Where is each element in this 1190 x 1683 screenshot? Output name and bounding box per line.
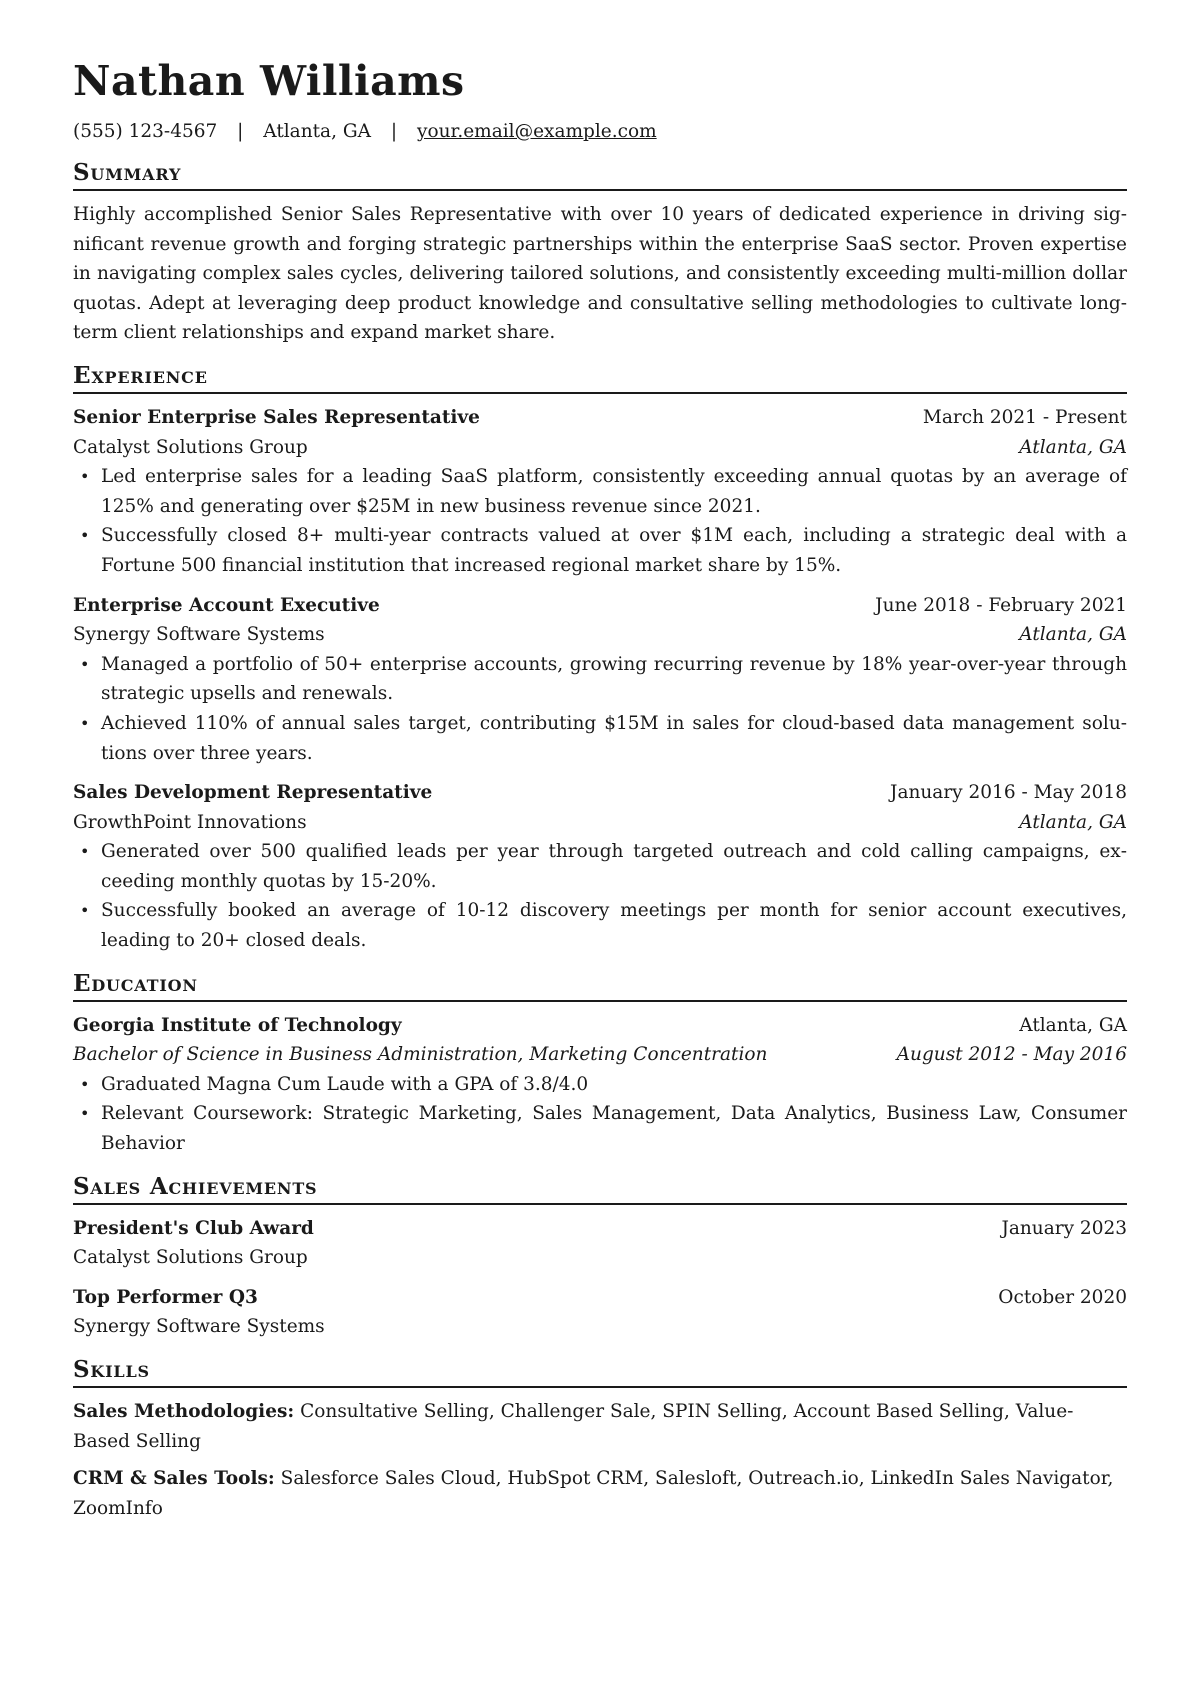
education-entry xyxy=(73,1011,1127,1159)
job-bullets xyxy=(73,650,1127,768)
award-name: President's Club Award xyxy=(73,1217,314,1239)
experience-entry xyxy=(73,403,1127,581)
section-title-achievements: Sales Achievements xyxy=(73,1173,1127,1205)
job-dates: January 2016 - May 2018 xyxy=(890,782,1127,804)
contact-separator: | xyxy=(390,121,398,142)
bullet-item: • Relevant Coursework: Strategic Marketing, Sales Management, Data Analytics, Business Law, Consumer Behavior xyxy=(101,1099,1127,1158)
job-dates: March 2021 - Present xyxy=(922,406,1127,428)
school-location: Atlanta, GA xyxy=(1019,1014,1127,1036)
company-name: Synergy Software Systems xyxy=(73,624,325,646)
bullet-item: • Successfully closed 8+ multi-year contracts valued at over $1M each, including a strategic deal with a Fortune 500 financial institution that increased regional market share by 15%. xyxy=(101,521,1127,580)
experience-section xyxy=(73,362,1127,956)
award-organization: Catalyst Solutions Group xyxy=(73,1247,308,1269)
award-name: Top Performer Q3 xyxy=(73,1286,258,1308)
section-title-skills: Skills xyxy=(73,1356,1127,1388)
job-title: Senior Enterprise Sales Representative xyxy=(73,406,480,428)
achievement-entry xyxy=(73,1283,1127,1342)
degree: Bachelor of Science in Business Administration, Marketing Concentration xyxy=(73,1044,768,1066)
contact-line xyxy=(73,119,1127,145)
skill-label: CRM & Sales Tools: xyxy=(73,1468,275,1490)
skill-label: Sales Methodologies: xyxy=(73,1401,295,1422)
resume-header xyxy=(73,55,1127,145)
job-bullets xyxy=(73,837,1127,955)
company-name: GrowthPoint Innovations xyxy=(73,811,307,833)
bullet-item: • Successfully booked an average of 10-12 discovery meetings per month for senior account executives, leading to 20+ closed deals. xyxy=(101,896,1127,955)
bullet-item: • Achieved 110% of annual sales target, contributing $15M in sales for cloud-based data management solutions over three years. xyxy=(101,709,1127,768)
contact-separator: | xyxy=(237,121,244,142)
bullet-item: • Graduated Magna Cum Laude with a GPA of 3.8/4.0 xyxy=(101,1070,1127,1100)
company-name: Catalyst Solutions Group xyxy=(73,436,308,458)
skill-value: Salesforce Sales Cloud, HubSpot CRM, Salesloft, Outreach.io, LinkedIn Sales Navigator, ZoomInfo xyxy=(73,1468,1114,1519)
summary-text: Highly accomplished Senior Sales Representative with over 10 years of dedicated experience in driving significant revenue growth and forging strategic partnerships within the enterprise SaaS sector. Proven expertise in navigating complex sales cycles, delivering tailored solutions, and consistently exceeding multi-million dollar quotas. Adept at leveraging deep product knowledge and consultative selling methodologies to cultivate long-term client relationships and expand market share. xyxy=(73,204,1127,344)
job-location: Atlanta, GA xyxy=(1019,811,1127,833)
skill-row xyxy=(73,1464,1127,1523)
job-location: Atlanta, GA xyxy=(1019,624,1127,646)
skill-row xyxy=(73,1397,1127,1456)
job-title: Sales Development Representative xyxy=(73,782,433,804)
award-date: October 2020 xyxy=(998,1286,1127,1308)
school-name: Georgia Institute of Technology xyxy=(73,1014,402,1036)
bullet-item: • Managed a portfolio of 50+ enterprise accounts, growing recurring revenue by 18% year-over-year through strategic upsells and renewals. xyxy=(101,650,1127,709)
job-title: Enterprise Account Executive xyxy=(73,594,380,616)
bullet-item: • Led enterprise sales for a leading SaaS platform, consistently exceeding annual quotas by an average of 125% and generating over $25M in new business revenue since 2021. xyxy=(101,462,1127,521)
skills-section xyxy=(73,1356,1127,1523)
experience-entry xyxy=(73,778,1127,956)
contact-email-link[interactable]: your.email@example.com xyxy=(417,121,657,142)
achievement-entry xyxy=(73,1214,1127,1273)
award-organization: Synergy Software Systems xyxy=(73,1316,325,1338)
education-section xyxy=(73,970,1127,1159)
job-bullets xyxy=(73,462,1127,580)
resume-page xyxy=(73,55,1127,1531)
summary-section xyxy=(73,159,1127,348)
award-date: January 2023 xyxy=(1001,1217,1127,1239)
section-title-summary: Summary xyxy=(73,159,1127,191)
section-title-education: Education xyxy=(73,970,1127,1002)
contact-location: Atlanta, GA xyxy=(263,121,371,142)
section-title-experience: Experience xyxy=(73,362,1127,394)
achievements-section xyxy=(73,1173,1127,1342)
candidate-name: Nathan Williams xyxy=(73,57,465,105)
contact-phone: (555) 123-4567 xyxy=(73,121,218,142)
skill-value: Consultative Selling, Challenger Sale, SPIN Selling, Account Based Selling, Value-Based Selling xyxy=(73,1401,1074,1452)
bullet-item: • Generated over 500 qualified leads per year through targeted outreach and cold calling campaigns, exceeding monthly quotas by 15-20%. xyxy=(101,837,1127,896)
job-location: Atlanta, GA xyxy=(1019,436,1127,458)
job-dates: June 2018 - February 2021 xyxy=(875,594,1127,616)
education-bullets xyxy=(73,1070,1127,1159)
experience-entry xyxy=(73,591,1127,769)
education-dates: August 2012 - May 2016 xyxy=(896,1044,1127,1066)
